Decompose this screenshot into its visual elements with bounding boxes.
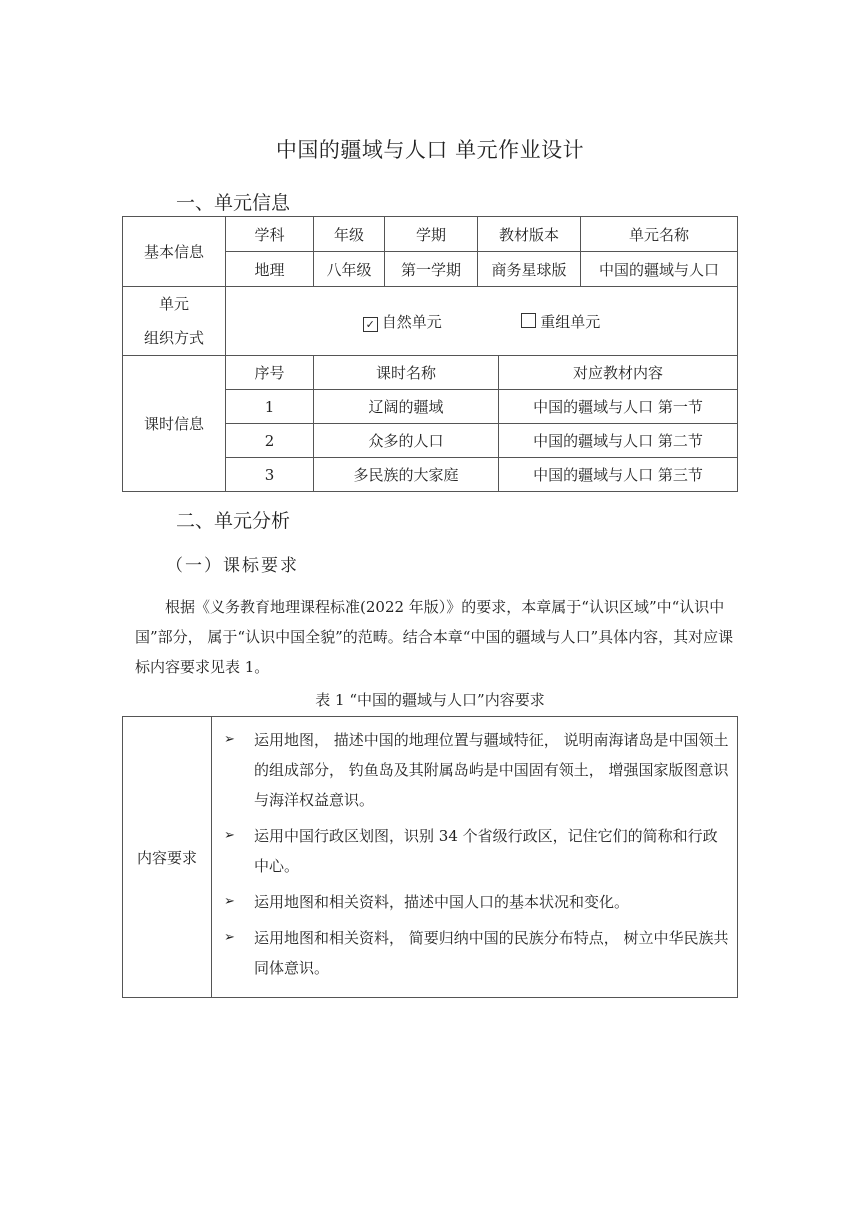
header-grade: 年级 xyxy=(314,217,385,252)
document-title: 中国的疆域与人口 单元作业设计 xyxy=(275,138,585,162)
org-label-line1: 单元 xyxy=(158,295,189,313)
content-requirement-label: 内容要求 xyxy=(123,717,212,998)
header-term: 学期 xyxy=(385,217,478,252)
list-item xyxy=(220,923,731,983)
lesson-info-table xyxy=(122,355,738,492)
lesson-header-no: 序号 xyxy=(226,356,314,390)
lesson-name: 辽阔的疆域 xyxy=(314,390,499,424)
unit-info-table xyxy=(122,216,738,356)
lesson-info-label: 课时信息 xyxy=(123,356,226,492)
org-method-label xyxy=(123,287,226,356)
lesson-no: 1 xyxy=(226,390,314,424)
arrow-bullet-icon: ➢ xyxy=(224,894,235,909)
requirement-text: 运用中国行政区划图，识别 34 个省级行政区，记住它们的简称和行政中心。 xyxy=(254,827,718,875)
lesson-no: 2 xyxy=(226,424,314,458)
value-unit-name: 中国的疆域与人口 xyxy=(581,252,738,287)
requirement-list xyxy=(212,717,738,998)
list-item xyxy=(220,821,731,881)
section-heading-unit-analysis: 二、单元分析 xyxy=(176,510,291,532)
lesson-header-name: 课时名称 xyxy=(314,356,499,390)
option-regrouped-unit[interactable] xyxy=(521,313,600,331)
header-textbook: 教材版本 xyxy=(478,217,581,252)
option-natural-unit-label: 自然单元 xyxy=(381,312,442,331)
content-requirement-table xyxy=(122,716,738,998)
option-regrouped-unit-label: 重组单元 xyxy=(540,312,601,331)
header-unit-name: 单元名称 xyxy=(581,217,738,252)
lesson-name: 多民族的大家庭 xyxy=(314,458,499,492)
table-caption: 表 1 “中国的疆域与人口”内容要求 xyxy=(315,691,545,709)
lesson-name: 众多的人口 xyxy=(314,424,499,458)
requirement-text: 运用地图， 描述中国的地理位置与疆域特征， 说明南海诸岛是中国领土的组成部分， 钓鱼岛及其附属岛屿是中国固有领土， 增强国家版图意识与海洋权益意识。 xyxy=(254,731,729,809)
value-textbook: 商务星球版 xyxy=(478,252,581,287)
requirement-text: 运用地图和相关资料， 简要归纳中国的民族分布特点， 树立中华民族共同体意识。 xyxy=(254,929,729,977)
curriculum-paragraph: 根据《义务教育地理课程标准(2022 年版）》的要求，本章属于“认识区域”中“认识中国”部分， 属于“认识中国全貌”的范畴。结合本章“中国的疆域与人口”具体内容，其对应课标内容要求见表 1。 xyxy=(135,598,734,676)
basic-info-label: 基本信息 xyxy=(123,217,226,287)
lesson-content: 中国的疆域与人口 第一节 xyxy=(499,390,738,424)
arrow-bullet-icon: ➢ xyxy=(224,930,235,945)
value-subject: 地理 xyxy=(226,252,314,287)
lesson-no: 3 xyxy=(226,458,314,492)
checked-box-icon[interactable]: ✓ xyxy=(363,317,378,332)
lesson-content: 中国的疆域与人口 第二节 xyxy=(499,424,738,458)
list-item xyxy=(220,725,731,815)
arrow-bullet-icon: ➢ xyxy=(224,828,235,843)
empty-box-icon[interactable] xyxy=(521,313,536,328)
header-subject: 学科 xyxy=(226,217,314,252)
sub-heading-curriculum: （一）课标要求 xyxy=(166,556,299,576)
requirement-text: 运用地图和相关资料，描述中国人口的基本状况和变化。 xyxy=(254,893,630,911)
option-natural-unit[interactable] xyxy=(363,313,447,331)
value-term: 第一学期 xyxy=(385,252,478,287)
arrow-bullet-icon: ➢ xyxy=(224,732,235,747)
list-item xyxy=(220,887,731,917)
org-label-line2: 组织方式 xyxy=(143,329,204,347)
lesson-content: 中国的疆域与人口 第三节 xyxy=(499,458,738,492)
org-method-options xyxy=(226,287,738,356)
lesson-header-content: 对应教材内容 xyxy=(499,356,738,390)
value-grade: 八年级 xyxy=(314,252,385,287)
section-heading-unit-info: 一、单元信息 xyxy=(176,192,291,214)
